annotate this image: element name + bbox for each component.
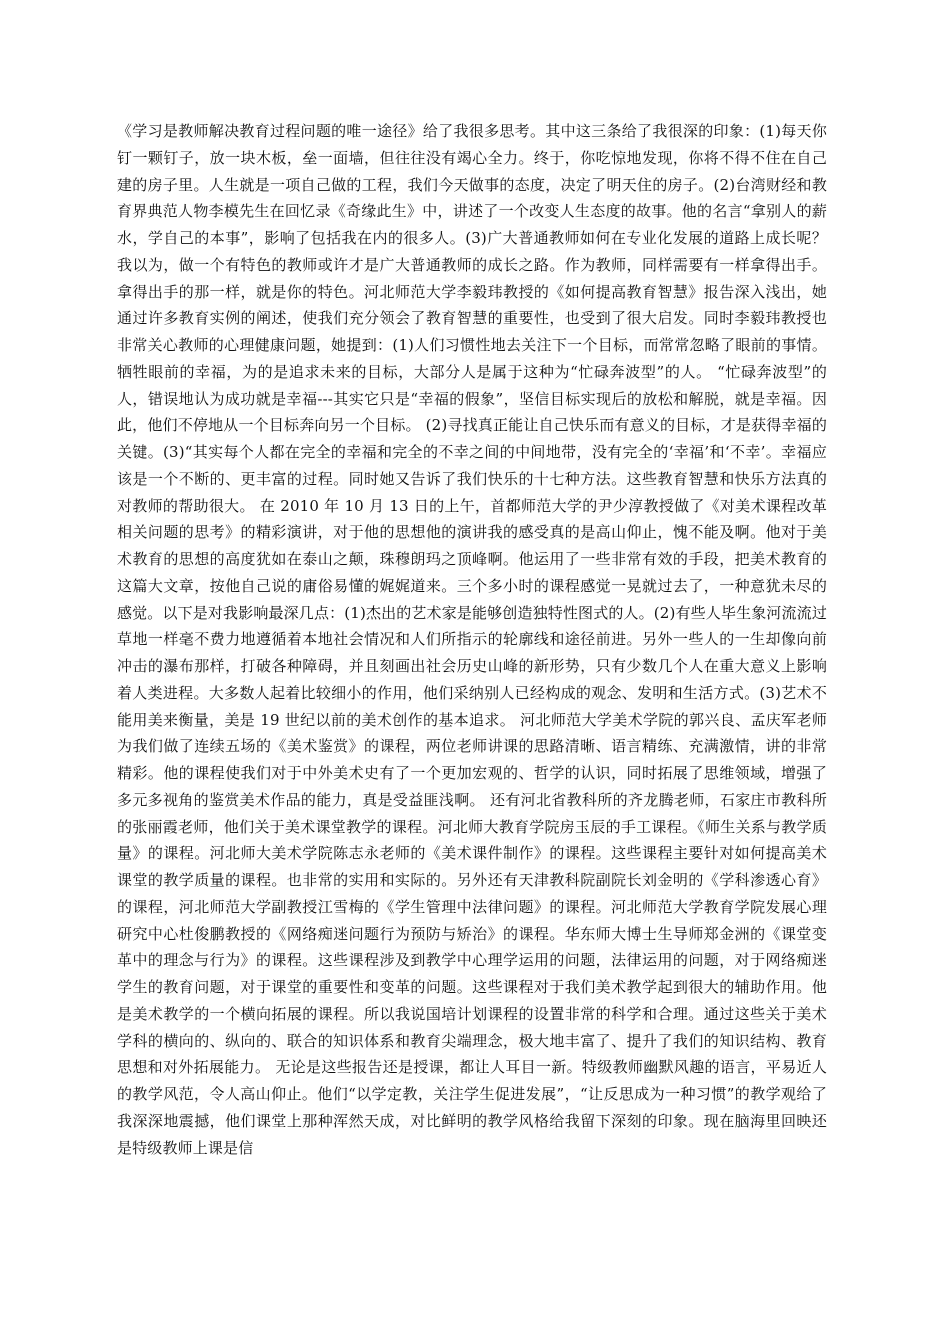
body-paragraph: 《学习是教师解决教育过程问题的唯一途径》给了我很多思考。其中这三条给了我很深的印象：(1)每天你钉一颗钉子，放一块木板，垒一面墙，但往往没有竭心全力。终于，你吃惊地发现，你将不得不住在自己建的房子里。人生就是一项自己做的工程，我们今天做事的态度，决定了明天住的房子。(2)台湾财经和教育界典范人物李模先生在回忆录《奇缘此生》中，讲述了一个改变人生态度的故事。他的名言“拿别人的薪水，学自己的本事”，影响了包括我在内的很多人。(3)广大普通教师如何在专业化发展的道路上成长呢？我以为，做一个有特色的教师或许才是广大普通教师的成长之路。作为教师，同样需要有一样拿得出手。拿得出手的那一样，就是你的特色。河北师范大学李毅玮教授的《如何提高教育智慧》报告深入浅出，她通过许多教育实例的阐述，使我们充分领会了教育智慧的重要性，也受到了很大启发。同时李毅玮教授也非常关心教师的心理健康问题，她提到：(1)人们习惯性地去关注下一个目标，而常常忽略了眼前的事情。牺牲眼前的幸福，为的是追求未来的目标，大部分人是属于这种为“忙碌奔波型”的人。 “忙碌奔波型”的人，错误地认为成功就是幸福---其实它只是“幸福的假象”，坚信目标实现后的放松和解脱，就是幸福。因此，他们不停地从一个目标奔向另一个目标。 (2)寻找真正能让自己快乐而有意义的目标，才是获得幸福的关键。(3)“其实每个人都在完全的幸福和完全的不幸之间的中间地带，没有完全的‘幸福’和‘不幸’。幸福应该是一个不断的、更丰富的过程。同时她又告诉了我们快乐的十七种方法。这些教育智慧和快乐方法真的对教师的帮助很大。 在 2010 年 10 月 13 日的上午，首都师范大学的尹少淳教授做了《对美术课程改革相关问题的思考》的精彩演讲，对于他的思想他的演讲我的感受真的是高山仰止，愧不能及啊。他对于美术教育的思想的高度犹如在泰山之颠，珠穆朗玛之顶峰啊。他运用了一些非常有效的手段，把美术教育的这篇大文章，按他自己说的庸俗易懂的娓娓道来。三个多小时的课程感觉一晃就过去了，一种意犹未尽的感觉。以下是对我影响最深几点：(1)杰出的艺术家是能够创造独特性图式的人。(2)有些人毕生象河流流过草地一样毫不费力地遵循着本地社会情况和人们所指示的轮廓线和途径前进。另外一些人的一生却像向前冲击的瀑布那样，打破各种障碍，并且刻画出社会历史山峰的新形势，只有少数几个人在重大意义上影响着人类进程。大多数人起着比较细小的作用，他们采纳别人已经构成的观念、发明和生活方式。(3)艺术不能用美来衡量，美是 19 世纪以前的美术创作的基本追求。 河北师范大学美术学院的郭兴良、孟庆军老师为我们做了连续五场的《美术鉴赏》的课程，两位老师讲课的思路清晰、语言精练、充满激情，讲的非常精彩。他的课程使我们对于中外美术史有了一个更加宏观的、哲学的认识，同时拓展了思维领域，增强了多元多视角的鉴赏美术作品的能力，真是受益匪浅啊。 还有河北省教科所的齐龙腾老师，石家庄市教科所的张丽霞老师，他们关于美术课堂教学的课程。河北师大教育学院房玉辰的手工课程。《师生关系与教学质量》的课程。河北师大美术学院陈志永老师的《美术课件制作》的课程。这些课程主要针对如何提高美术课堂的教学质量的课程。也非常的实用和实际的。另外还有天津教科院副院长刘金明的《学科渗透心育》的课程，河北师范大学副教授江雪梅的《学生管理中法律问题》的课程。河北师范大学教育学院发展心理研究中心杜俊鹏教授的《网络痴迷问题行为预防与矫治》的课程。华东师大博士生导师郑金洲的《课堂变革中的理念与行为》的课程。这些课程涉及到教学中心理学运用的问题，法律运用的问题，对于网络痴迷学生的教育问题，对于课堂的重要性和变革的问题。这些课程对于我们美术教学起到很大的辅助作用。他是美术教学的一个横向拓展的课程。所以我说国培计划课程的设置非常的科学和合理。通过这些关于美术学科的横向的、纵向的、联合的知识体系和教育尖端理念，极大地丰富了、提升了我们的知识结构、教育思想和对外拓展能力。 无论是这些报告还是授课，都让人耳目一新。特级教师幽默风趣的语言，平易近人的教学风范，令人高山仰止。他们“以学定教，关注学生促进发展”，“让反思成为一种习惯”的教学观给了我深深地震撼，他们课堂上那种浑然天成，对比鲜明的教学风格给我留下深刻的印象。现在脑海里回映还是特级教师上课是信: [117, 122, 827, 1157]
